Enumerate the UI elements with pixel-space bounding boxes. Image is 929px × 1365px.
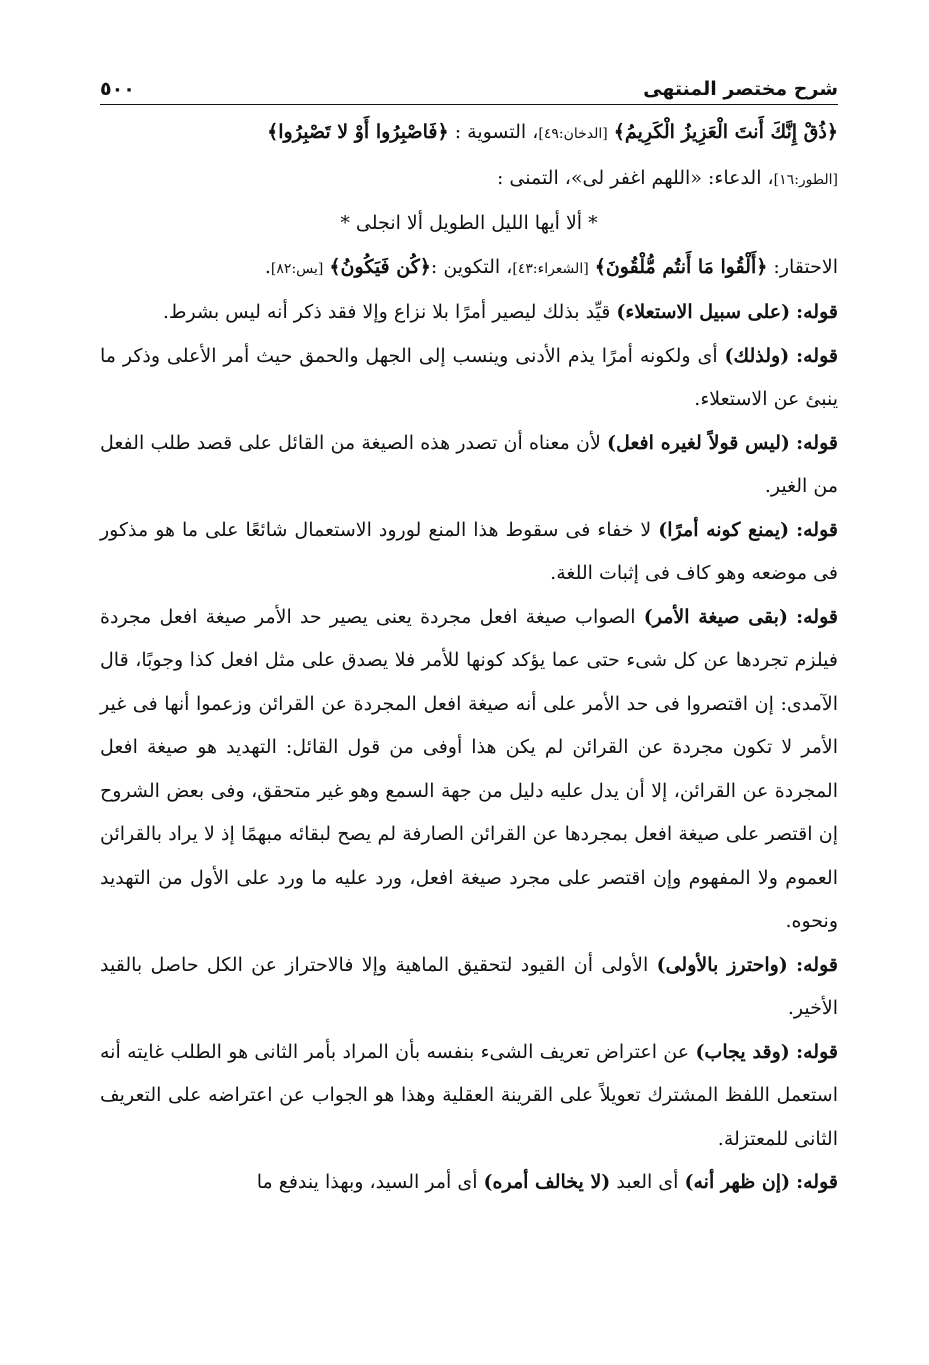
quoted-lemma: (بقى صيغة الأمر) — [643, 605, 788, 628]
commentary-text: قيِّد بذلك ليصير أمرًا بلا نزاع وإلا فقد ذكر أنه ليس بشرط. — [162, 301, 617, 323]
page-number: ٥٠٠ — [100, 78, 135, 100]
quoted-lemma: (ولذلك) — [724, 344, 790, 367]
commentary-text: أى ولكونه أمرًا يذم الأدنى وينسب إلى الجهل والحمق حيث أمر الأعلى وذكر ما ينبئ عن الاستعلاء. — [100, 344, 838, 410]
quran-reference: [يس:٨٢] — [270, 260, 324, 277]
commentary-label: قوله: — [796, 344, 838, 367]
commentary-text: عن اعتراض تعريف الشىء بنفسه بأن المراد بأمر الثانى هو الطلب غايته أنه استعمل اللفظ المشترك تعويلاً على القرينة العقلية وهذا هو الجواب عن اعتراضه على التعريف الثانى للمعتزلة. — [100, 1040, 838, 1150]
commentary-paragraph — [100, 422, 838, 509]
quran-quote: ﴿كُن فَيَكُونُ﴾ — [329, 255, 431, 278]
text-run: ، التكوين : — [430, 255, 513, 278]
commentary-label: قوله: — [796, 953, 838, 976]
quran-reference: [الطور:١٦] — [773, 171, 838, 188]
commentary-paragraph — [100, 1161, 838, 1205]
header-rule — [100, 104, 838, 105]
commentary-label: قوله: — [796, 1040, 838, 1063]
text-run: الاحتقار: — [773, 255, 838, 278]
quoted-lemma: (إن ظهر أنه) — [684, 1171, 791, 1193]
commentary-label: قوله: — [796, 431, 838, 454]
poetry-verse: * ألا أيها الليل الطويل ألا انجلى * — [340, 212, 598, 234]
quoted-lemma: (على سبيل الاستعلاء) — [616, 301, 791, 323]
commentary-paragraph — [100, 291, 838, 335]
commentary-paragraph — [100, 944, 838, 1031]
quoted-lemma: (وقد يجاب) — [695, 1040, 790, 1063]
book-title: شرح مختصر المنتهى — [643, 78, 838, 100]
commentary-text: أى أمر السيد، وبهذا يندفع ما — [256, 1171, 484, 1193]
quran-quote: ﴿فَاصْبِرُوا أَوْ لا تَصْبِرُوا﴾ — [267, 121, 449, 143]
commentary-paragraph — [100, 335, 838, 422]
book-page — [100, 70, 838, 1350]
text-run: ، الدعاء: «اللهم اغفر لى»، التمنى : — [496, 166, 774, 189]
quoted-lemma: (لا يخالف أمره) — [483, 1171, 611, 1193]
running-head — [100, 70, 838, 104]
commentary-text: لأن معناه أن تصدر هذه الصيغة من القائل على قصد طلب الفعل من الغير. — [100, 431, 838, 497]
commentary-text: لا خفاء فى سقوط هذا المنع لورود الاستعمال شائعًا على ما هو مذكور فى موضعه وهو كاف فى إثبات اللغة. — [100, 518, 838, 584]
quoted-lemma: (واحترز بالأولى) — [656, 953, 788, 976]
examples-line-1 — [100, 111, 838, 157]
quoted-lemma: (ليس قولاً لغيره افعل) — [607, 431, 790, 454]
commentary-text: الأولى أن القيود لتحقيق الماهية وإلا فالاحتراز عن الكل حاصل بالقيد الأخير. — [100, 953, 838, 1019]
text-run: ، التسوية : — [454, 121, 539, 143]
commentary-label: قوله: — [796, 1171, 838, 1193]
commentary-paragraph — [100, 1031, 838, 1162]
commentary-text: أى العبد — [610, 1171, 685, 1193]
quran-reference: [الشعراء:٤٣] — [512, 260, 589, 277]
commentary-paragraph — [100, 509, 838, 596]
examples-line-2 — [100, 157, 838, 203]
commentary-paragraph — [100, 596, 838, 944]
commentary-label: قوله: — [796, 605, 838, 628]
text-run: . — [264, 255, 271, 278]
quran-quote: ﴿ذُقْ إِنَّكَ أَنتَ الْعَزِيزُ الْكَرِيمُ﴾ — [613, 121, 838, 143]
commentary-label: قوله: — [796, 518, 838, 541]
examples-line-4 — [100, 246, 838, 292]
commentary-text: الصواب صيغة افعل مجردة يعنى يصير حد الأمر صيغة افعل مجردة فيلزم تجردها عن كل شىء حتى عما يؤكد كونها للأمر فلا يصدق على مثل افعل كذا وجوبًا، قال الآمدى: إن اقتصروا فى حد الأمر على أنه صيغة افعل المجردة عن القرائن وزعموا أنها فى غير الأمر لا تكون مجردة عن القرائن لم يكن هذا أوفى من قول القائل: التهديد هو صيغة افعل المجردة عن القرائن، إلا أن يدل عليه دليل من جهة السمع وهو غير متحقق، وفى بعض الشروح إن اقتصر على صيغة افعل بمجردها عن القرائن الصارفة لم يصح لبقائه مبهمًا إذ لا يراد بالقرائن العموم ولا المفهوم وإن اقتصر على مجرد صيغة افعل، ورد عليه ما ورد على الأول من التهديد ونحوه. — [100, 605, 838, 932]
quran-quote: ﴿أَلْقُوا مَا أَنتُم مُّلْقُونَ﴾ — [594, 255, 768, 278]
page-body — [100, 111, 838, 1205]
quoted-lemma: (يمنع كونه أمرًا) — [658, 518, 790, 541]
quran-reference: [الدخان:٤٩] — [538, 126, 608, 142]
commentary-label: قوله: — [796, 301, 838, 323]
